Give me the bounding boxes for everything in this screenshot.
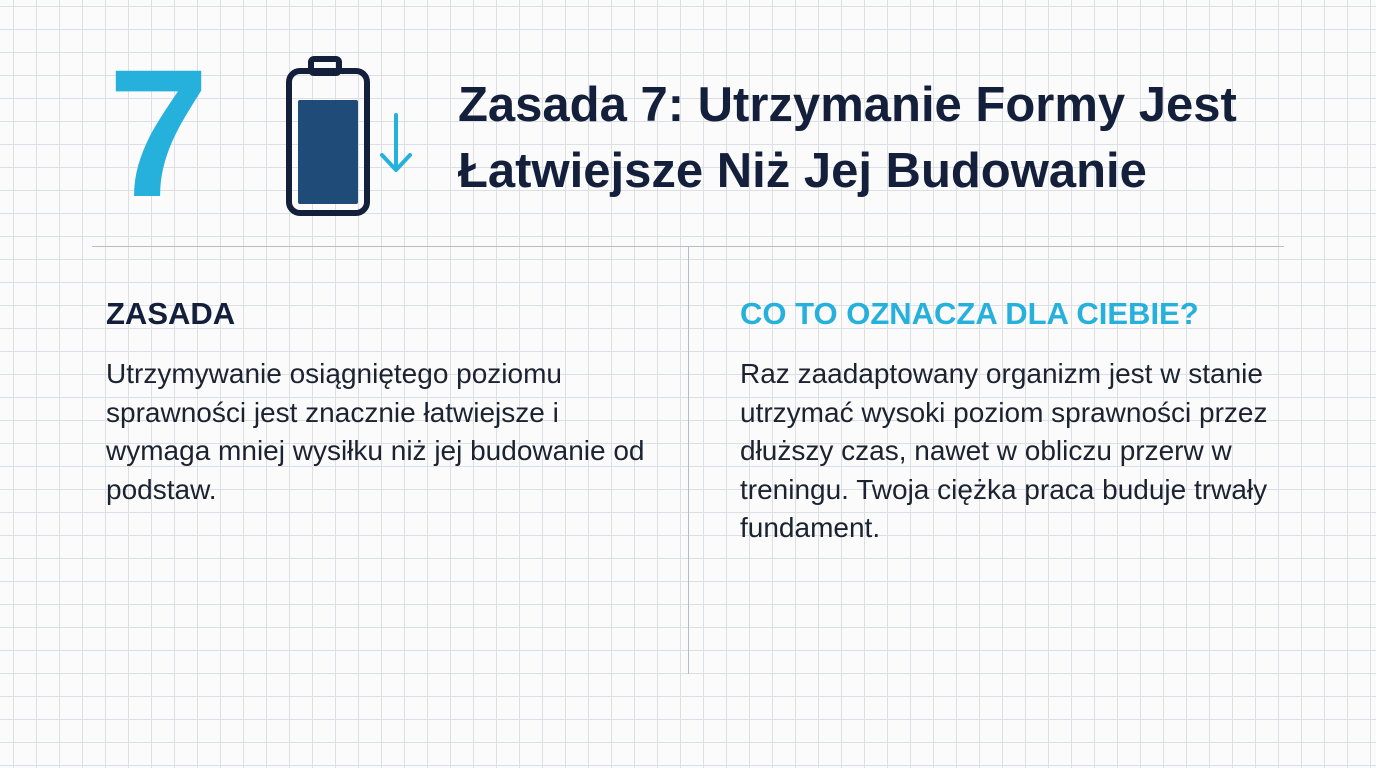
principle-body: Utrzymywanie osiągniętego poziomu sprawności jest znacznie łatwiejsze i wymaga mniej wysiłku niż jej budowanie od podstaw.	[106, 358, 645, 505]
slide-number: 7	[108, 31, 206, 235]
meaning-body: Raz zaadaptowany organizm jest w stanie utrzymać wysoki poziom sprawności przez dłuższy czas, nawet w obliczu przerw w treningu. Twoja ciężka praca buduje trwały fundament.	[740, 358, 1268, 543]
battery-fill	[298, 100, 358, 204]
battery-download-icon	[282, 55, 412, 220]
page-title: Zasada 7: Utrzymanie Formy Jest Łatwiejsze Niż Jej Budowanie	[458, 78, 1237, 198]
meaning-heading: CO TO OZNACZA DLA CIEBIE?	[740, 296, 1199, 331]
principle-heading: ZASADA	[106, 296, 236, 331]
column-divider	[688, 246, 689, 674]
